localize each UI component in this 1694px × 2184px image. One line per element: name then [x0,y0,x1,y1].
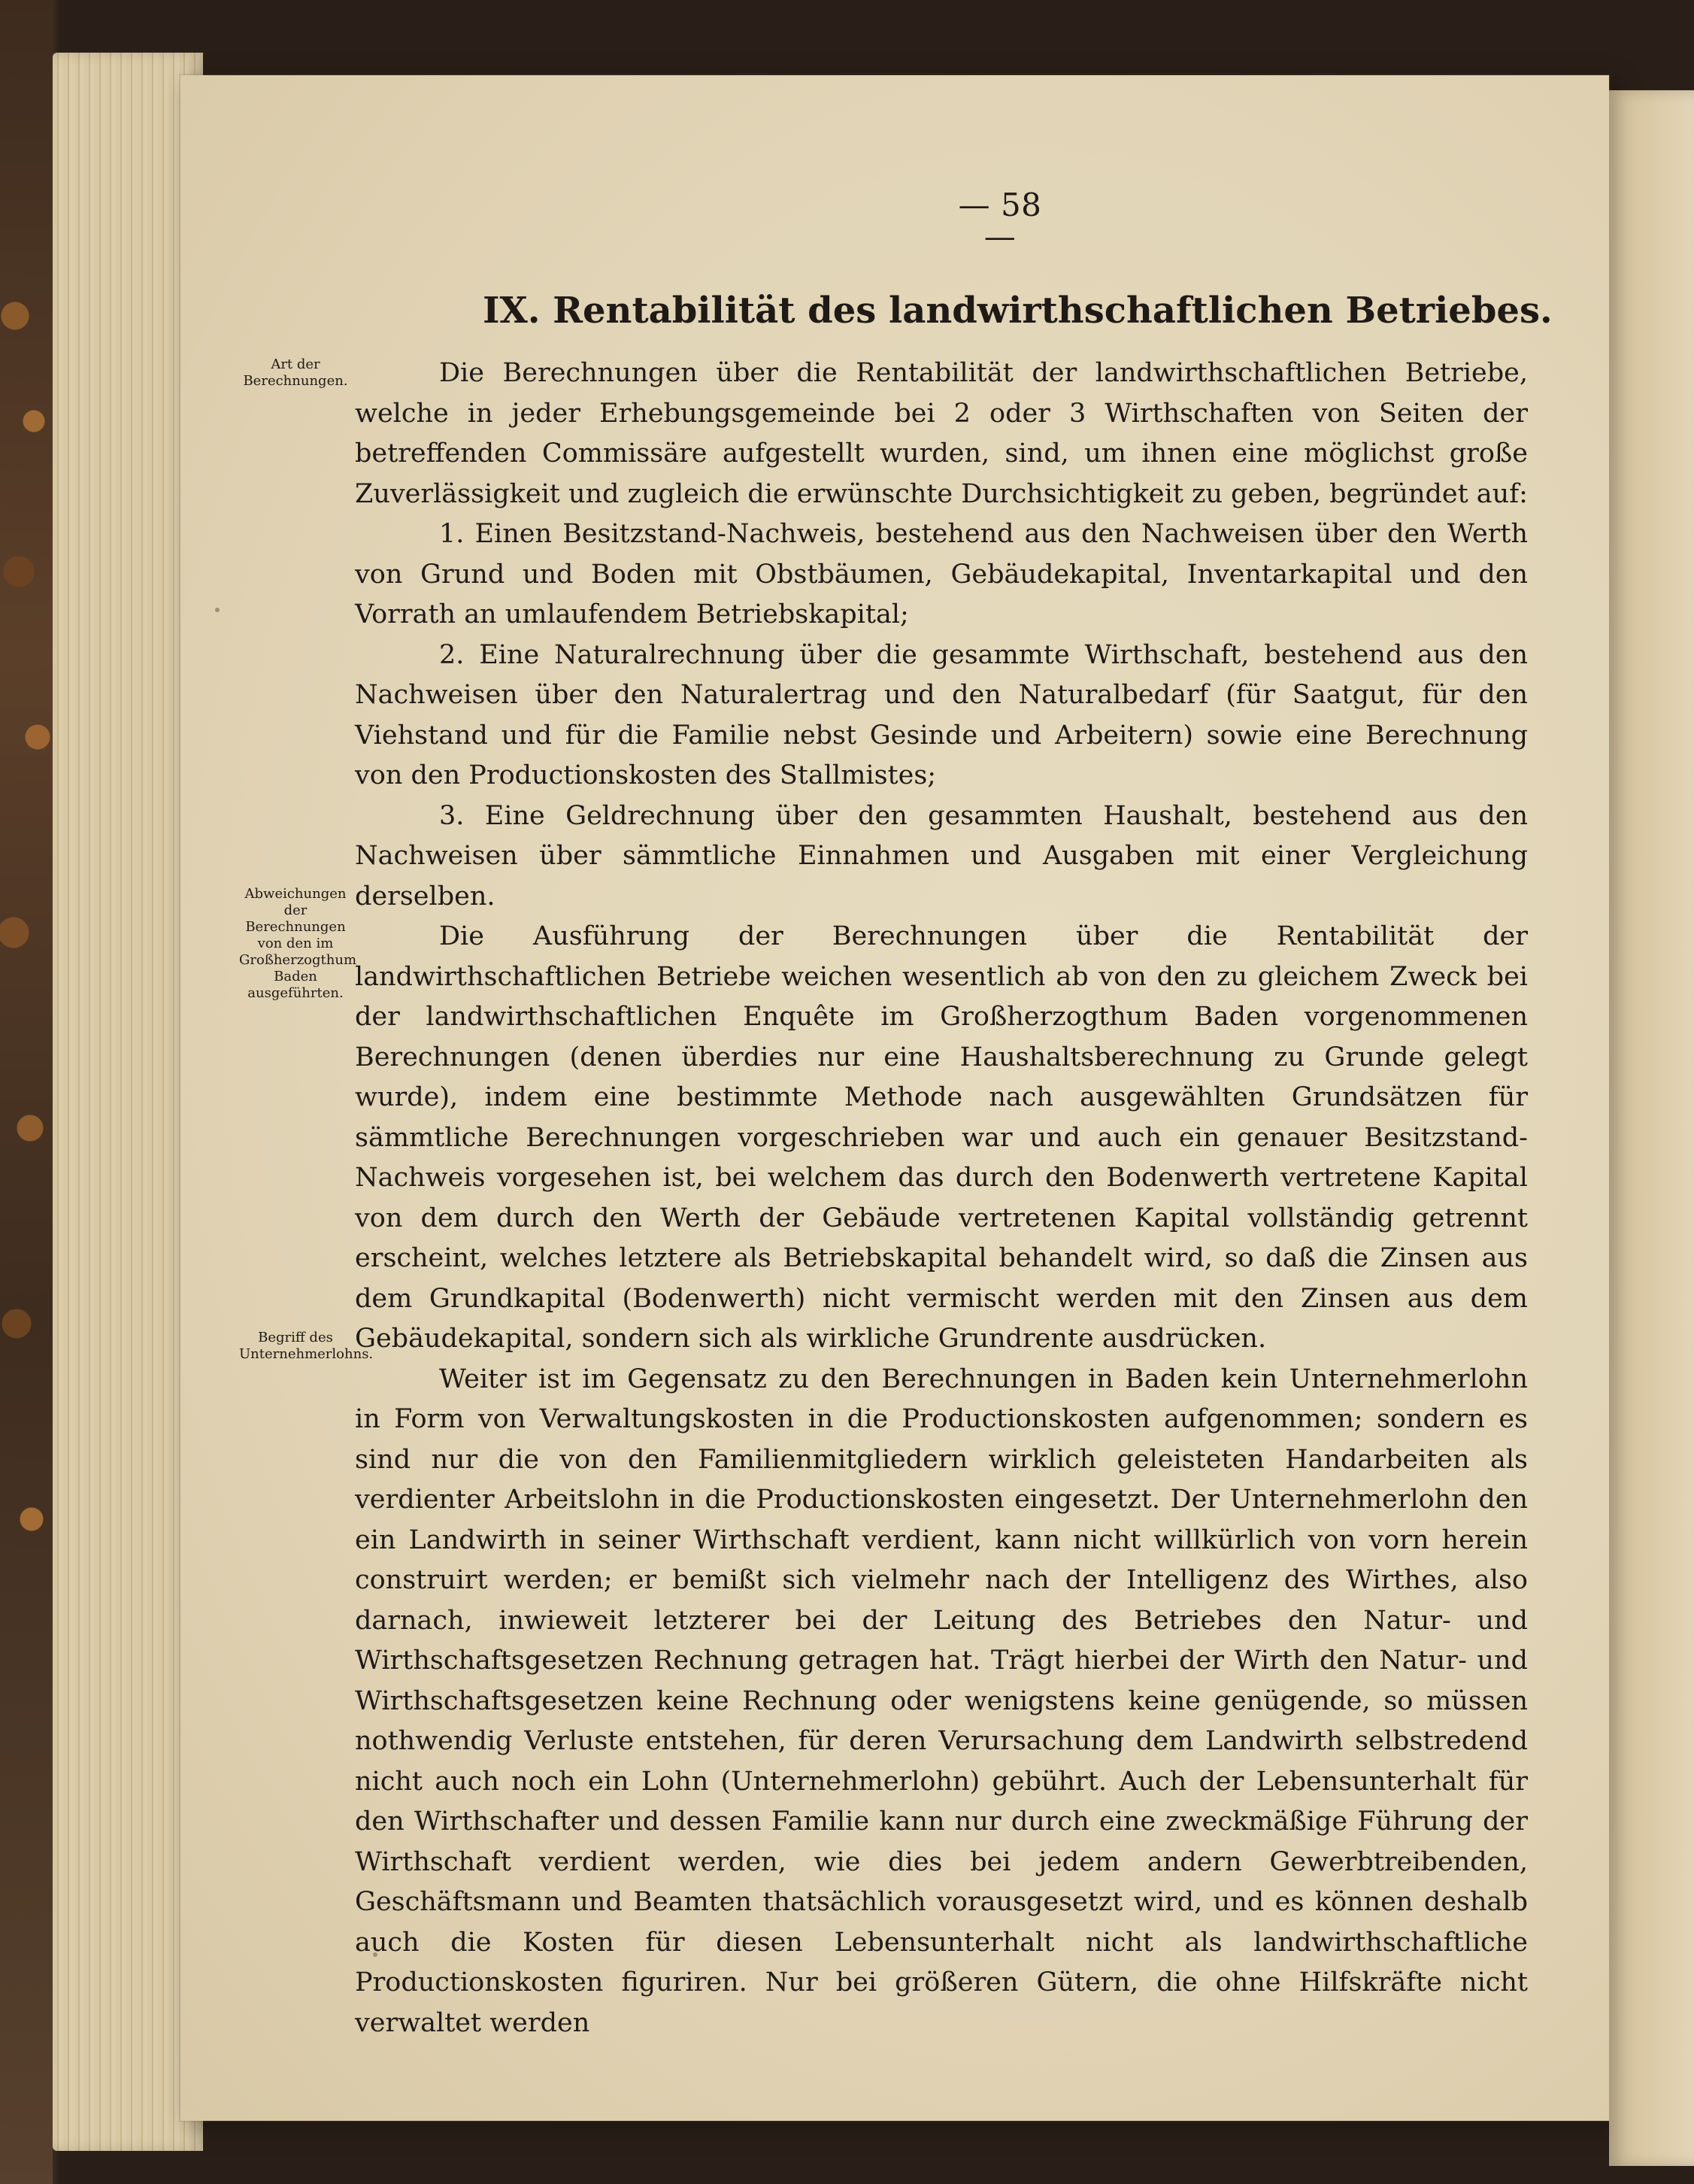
ink-speck [215,608,220,612]
right-page-edge [1609,90,1694,2166]
section-heading: IX. Rentabilität des landwirthschaftlichen Betriebes. [483,290,1553,332]
main-text [355,353,1528,2043]
paragraph: Die Berechnungen über die Rentabilität der landwirthschaftlichen Betriebe, welche in jeder Erhebungsgemeinde bei 2 oder 3 Wirthschaften von Seiten der betreffenden Commissäre aufgestellt wurden, sind, um ihnen eine möglichst große Zuverlässigkeit und zugleich die erwünschte Durchsichtigkeit zu geben, begründet auf: [355,358,1528,509]
margin-note: Begriff des Unternehmerlohns. [239,1330,374,1362]
paragraph: 2. Eine Naturalrechnung über die gesammte Wirthschaft, bestehend aus den Nachweisen über den Naturalertrag und den Naturalbedarf (für Saatgut, für den Viehstand und für die Familie nebst Gesinde und Arbeitern) sowie eine Berechnung von den Productionskosten des Stallmistes; [355,639,1528,790]
paragraph: Weiter ist im Gegensatz zu den Berechnungen in Baden kein Unternehmerlohn in Form von Verwaltungskosten in die Productionskosten aufgenommen; sondern es sind nur die von den Familienmitgliedern wirklich geleisteten Handarbeiten als verdienter Arbeitslohn in die Productionskosten eingesetzt. Der Unternehmerlohn den ein Landwirth in seiner Wirthschaft verdient, kann nicht willkürlich von vorn herein construirt werden; er bemißt sich vielmehr nach der Intelligenz des Wirthes, also darnach, inwieweit letzterer bei der Leitung des Betriebes den Natur- und Wirthschaftsgesetzen Rechnung getragen hat. Trägt hierbei der Wirth den Natur- und Wirthschaftsgesetzen keine Rechnung oder wenigstens keine genügende, so müssen nothwendig Verluste entstehen, für deren Verursachung dem Landwirth selbstredend nicht auch noch ein Lohn (Unternehmerlohn) gebührt. Auch der Lebensunterhalt für den Wirthschafter und dessen Familie kann nur durch eine zweckmäßige Führung der Wirthschaft verdient werden, wie dies bei jedem andern Gewerbtreibenden, Geschäftsmann und Beamten thatsächlich vorausgesetzt wird, und es können deshalb auch die Kosten für diesen Lebensunterhalt nicht als landwirthschaftliche Productionskosten figuriren. Nur bei größeren Gütern, die ohne Hilfskräfte nicht verwaltet werden [355,1363,1528,2038]
page-number: — 58 — [958,187,1042,255]
paragraph: 1. Einen Besitzstand-Nachweis, bestehend aus den Nachweisen über den Werth von Grund und Boden mit Obstbäumen, Gebäudekapital, Inventarkapital und den Vorrath an umlaufendem Betriebskapital; [355,519,1528,629]
paragraph: Die Ausführung der Berechnungen über die Rentabilität der landwirthschaftlichen Betriebe weichen wesentlich ab von den zu gleichem Zweck bei der landwirthschaftlichen Enquête im Großherzogthum Baden vorgenommenen Berechnungen (denen überdies nur eine Haushaltsberechnung zu Grunde gelegt wurde), indem eine bestimmte Methode nach ausgewählten Grundsätzen für sämmtliche Berechnungen vorgeschrieben war und auch ein genauer Besitzstand-Nachweis vorgesehen ist, bei welchem das durch den Bodenwerth vertretene Kapital von dem durch den Werth der Gebäude vertretenen Kapital vollständig getrennt erscheint, welches letztere als Betriebskapital behandelt wird, so daß die Zinsen aus dem Grundkapital (Bodenwerth) nicht vermischt werden mit den Zinsen aus dem Gebäudekapital, sondern sich als wirkliche Grundrente ausdrücken. [355,921,1528,1354]
book-cover-edge [0,0,53,2184]
paragraph: 3. Eine Geldrechnung über den gesammten Haushalt, bestehend aus den Nachweisen über sämmtliche Einnahmen und Ausgaben mit einer Vergleichung derselben. [355,800,1528,912]
ink-speck [373,1952,377,1957]
margin-note: Abweichungen der Berechnungen von den im Großherzogthum Baden ausgeführten. [239,886,357,1001]
margin-note: Art der Berechnungen. [243,356,348,389]
